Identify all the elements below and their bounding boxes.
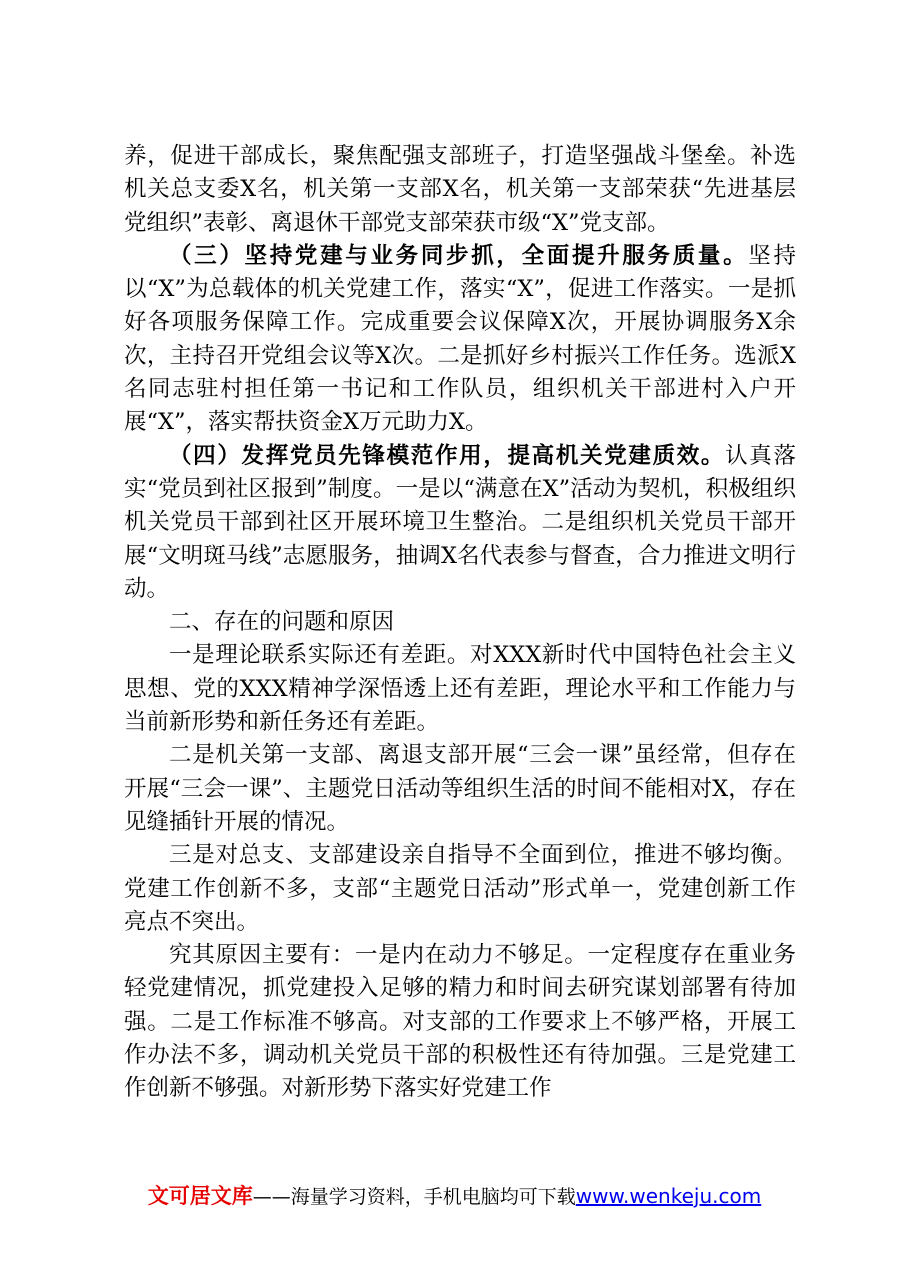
paragraph-5: 二是机关第一支部、离退支部开展“三会一课”虽经常，但存在开展“三会一课”、主题党日活动等组织生活的时间不能相对X，存在见缝插针开展的情况。 — [124, 742, 796, 835]
paragraph-3 — [124, 440, 796, 606]
footer-brand: 文可居文库 — [147, 1184, 253, 1208]
section-2-heading: 二、存在的问题和原因 — [169, 609, 395, 636]
paragraph-4: 一是理论联系实际还有差距。对XXX新时代中国特色社会主义思想、党的XXX精神学深悟透上还有差距，理论水平和工作能力与当前新形势和新任务还有差距。 — [124, 642, 796, 736]
footer-dash: —— — [252, 1186, 291, 1208]
paragraph-2-heading: （三）坚持党建与业务同步抓，全面提升服务质量。 — [169, 242, 749, 269]
paragraph-3-heading: （四）发挥党员先锋模范作用，提高机关党建质效。 — [169, 442, 726, 469]
document-body — [124, 140, 796, 1106]
paragraph-3-body: 认真落实“党员到社区报到”制度。一是以“满意在X”活动为契机，积极组织机关党员干部到社区开展环境卫生整治。二是组织机关党员干部开展“文明斑马线”志愿服务，抽调X名代表参与督查，合力推进文明行动。 — [124, 442, 796, 602]
paragraph-7: 究其原因主要有：一是内在动力不够足。一定程度存在重业务轻党建情况，抓党建投入足够的精力和时间去研究谋划部署有待加强。二是工作标准不够高。对支部的工作要求上不够严格，开展工作办法不多，调动机关党员干部的积极性还有待加强。三是党建工作创新不够强。对新形势下落实好党建工作 — [124, 942, 796, 1102]
footer-url-link[interactable]: www.wenkeju.com — [575, 1184, 762, 1208]
paragraph-6: 三是对总支、支部建设亲自指导不全面到位，推进不够均衡。党建工作创新不多，支部“主题党日活动”形式单一，党建创新工作亮点不突出。 — [124, 842, 796, 935]
paragraph-1: 养，促进干部成长，聚焦配强支部班子，打造坚强战斗堡垒。补选机关总支委X名，机关第一支部X名，机关第一支部荣获“先进基层党组织”表彰、离退休干部党支部荣获市级“X”党支部。 — [124, 143, 796, 236]
footer-banner — [0, 1182, 909, 1211]
paragraph-2-body: 坚持以“X”为总载体的机关党建工作，落实“X”，促进工作落实。一是抓好各项服务保障工作。完成重要会议保障X次，开展协调服务X余次，主持召开党组会议等X次。二是抓好乡村振兴工作任务。选派X名同志驻村担任第一书记和工作队员，组织机关干部进村入户开展“X”，落实帮扶资金X万元助力X。 — [124, 242, 796, 436]
paragraph-2 — [124, 240, 796, 440]
footer-slogan: 海量学习资料，手机电脑均可下载 — [290, 1186, 576, 1208]
